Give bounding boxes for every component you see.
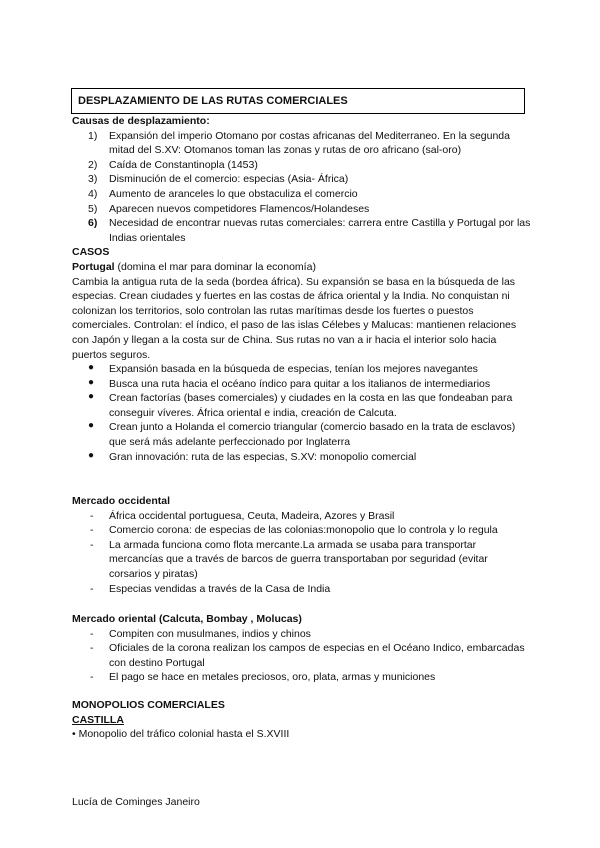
occidental-heading: Mercado occidental bbox=[72, 495, 171, 507]
item-text: Caída de Constantinopla (1453) bbox=[109, 158, 258, 171]
list-item bbox=[72, 158, 532, 173]
item-number: 4) bbox=[88, 187, 98, 200]
item-text: Necesidad de encontrar nuevas rutas comerciales: carrera entre Castilla y Portugal por las Indias orientales bbox=[109, 217, 531, 244]
item-number: 5) bbox=[88, 202, 98, 215]
item-text: Especias vendidas a través de la Casa de India bbox=[109, 582, 331, 595]
dash-icon: - bbox=[90, 627, 94, 640]
portugal-bullets bbox=[72, 362, 532, 464]
portugal-paragraph: Cambia la antigua ruta de la seda (bordea áfrica). Su expansión se basa en la búsqueda de las especias. Crean ciudades y fuertes en las costas de áfrica oriental y la India. No conquistan ni colonizan los territorios, solo controlan las rutas marítimas desde los fuertes o puestos comerciales. Controlan: el índico, el paso de las islas Célebes y Malucas: mantienen relaciones con Japón y llegan a la costa sur de China. Sus rutas no van a ir hacia el interior solo hacia puertos seguros. bbox=[72, 275, 517, 361]
list-item bbox=[72, 391, 532, 420]
item-text: Gran innovación: ruta de las especias, S.XV: monopolio comercial bbox=[109, 450, 417, 463]
item-text: El pago se hace en metales preciosos, oro, plata, armas y municiones bbox=[109, 671, 436, 684]
causas-heading: Causas de desplazamiento: bbox=[72, 115, 210, 127]
author-footer: Lucía de Cominges Janeiro bbox=[72, 796, 200, 808]
oriental-list bbox=[72, 627, 532, 685]
item-text: Busca una ruta hacia el océano índico para quitar a los italianos de intermediarios bbox=[109, 377, 491, 390]
item-text: Compiten con musulmanes, indios y chinos bbox=[109, 627, 311, 640]
item-text: Oficiales de la corona realizan los campos de especias en el Océano Indico, embarcadas con destino Portugal bbox=[109, 642, 525, 669]
dash-icon: - bbox=[90, 538, 94, 551]
list-item bbox=[72, 202, 532, 217]
list-item bbox=[72, 627, 532, 642]
causas-section bbox=[72, 114, 532, 464]
item-number: 2) bbox=[88, 158, 98, 171]
dash-icon: - bbox=[90, 582, 94, 595]
item-text: Expansión basada en la búsqueda de especias, tenían los mejores navegantes bbox=[109, 363, 478, 376]
casos-heading: CASOS bbox=[72, 246, 110, 259]
mercado-oriental-section bbox=[72, 612, 532, 685]
list-item bbox=[72, 187, 532, 202]
bullet-icon: ● bbox=[88, 391, 95, 403]
dash-icon: - bbox=[90, 509, 94, 522]
bullet-icon: ● bbox=[88, 449, 95, 461]
bullet-icon: ● bbox=[88, 420, 95, 432]
portugal-subtitle: (domina el mar para dominar la economía) bbox=[114, 260, 316, 273]
portugal-line bbox=[72, 260, 532, 275]
list-item bbox=[72, 523, 532, 538]
item-number: 6) bbox=[88, 217, 98, 230]
dash-icon: - bbox=[90, 524, 94, 537]
list-item bbox=[72, 670, 532, 685]
list-item bbox=[72, 129, 532, 158]
causas-list bbox=[72, 129, 532, 246]
list-item bbox=[72, 538, 532, 582]
occidental-list bbox=[72, 509, 532, 597]
list-item bbox=[72, 172, 532, 187]
item-text: África occidental portuguesa, Ceuta, Madeira, Azores y Brasil bbox=[109, 509, 395, 522]
dash-icon: - bbox=[90, 642, 94, 655]
list-item bbox=[72, 420, 532, 449]
section-title: DESPLAZAMIENTO DE LAS RUTAS COMERCIALES bbox=[71, 88, 525, 114]
list-item bbox=[72, 362, 532, 377]
item-text: Crean junto a Holanda el comercio triangular (comercio basado en la trata de esclavos) que será más adelante perfeccionado por Inglaterra bbox=[109, 421, 516, 449]
bullet-icon: ● bbox=[88, 362, 95, 374]
list-item bbox=[72, 377, 532, 392]
list-item bbox=[72, 582, 532, 597]
item-text: Comercio corona: de especias de las colonias:monopolio que lo controla y lo regula bbox=[109, 524, 498, 537]
oriental-heading: Mercado oriental (Calcuta, Bombay , Molucas) bbox=[72, 613, 302, 625]
monopolio-line: • Monopolio del tráfico colonial hasta el S.XVIII bbox=[72, 728, 290, 741]
list-item bbox=[72, 641, 532, 670]
item-text: Crean factorías (bases comerciales) y ciudades en la costa en las que fondeaban para conseguir víveres. África oriental e india, creación de Calcuta. bbox=[109, 392, 513, 419]
mercado-occidental-section bbox=[72, 494, 532, 596]
castilla-heading: CASTILLA bbox=[72, 713, 124, 726]
item-text: Disminución de el comercio: especias (Asia- África) bbox=[109, 173, 349, 186]
item-text: Expansión del imperio Otomano por costas africanas del Mediterraneo. En la segunda mitad del S.XV: Otomanos toman las zonas y rutas de oro africano (sal-oro) bbox=[109, 129, 510, 157]
item-number: 1) bbox=[88, 129, 98, 142]
list-item bbox=[72, 509, 532, 524]
dash-icon: - bbox=[90, 671, 94, 684]
portugal-label: Portugal bbox=[72, 260, 115, 273]
item-text: Aumento de aranceles lo que obstaculiza el comercio bbox=[109, 187, 358, 200]
list-item bbox=[72, 450, 532, 465]
monopolios-heading: MONOPOLIOS COMERCIALES bbox=[72, 699, 225, 711]
list-item bbox=[72, 216, 532, 245]
bullet-icon: ● bbox=[88, 376, 95, 388]
item-text: Aparecen nuevos competidores Flamencos/Holandeses bbox=[109, 202, 370, 215]
monopolios-section bbox=[72, 698, 532, 742]
item-number: 3) bbox=[88, 173, 98, 186]
item-text: La armada funciona como flota mercante.La armada se usaba para transportar mercancías que a través de barcos de guerra transportaban por seguridad (evitar corsarios y piratas) bbox=[109, 538, 488, 580]
